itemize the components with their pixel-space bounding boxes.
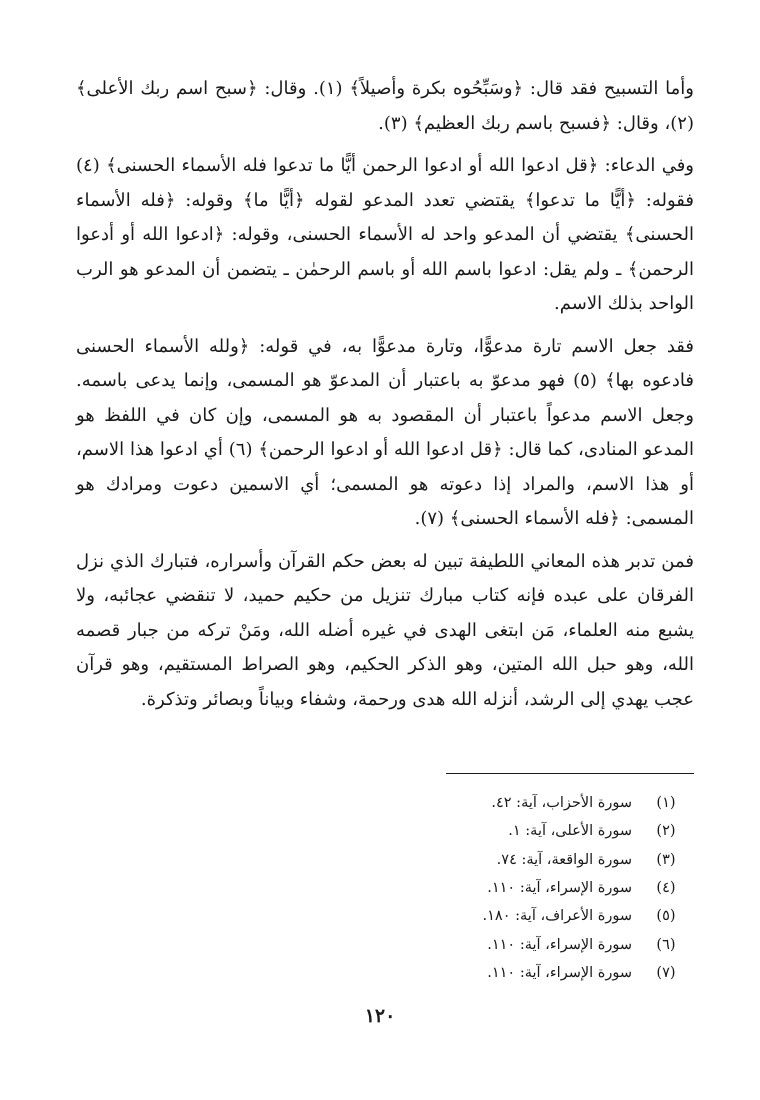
footnote-number: (٤) <box>656 880 676 897</box>
footnote-item <box>300 817 694 845</box>
footnote-number: (٣) <box>656 851 676 868</box>
paragraph-madu: فقد جعل الاسم تارة مدعوًّا، وتارة مدعوًّا به، في قوله: ﴿ولله الأسماء الحسنى فادعوه بها﴾ (٥) فهو مدعوّ به باعتبار أن المدعوّ هو المسمى، وإنما يدعى باسمه. وجعل الاسم مدعواً باعتبار أن المقصود به هو المسمى، وإن كان في اللفظ هو المدعو المنادى، كما قال: ﴿قل ادعوا الله أو ادعوا الرحمن﴾ (٦) أي ادعوا هذا الاسم، أو هذا الاسم، والمراد إذا دعوته هو المسمى؛ أي الاسمين دعوت ومرادك هو المسمى: ﴿فله الأسماء الحسنى﴾ (٧). <box>76 335 695 529</box>
paragraph-quran: فمن تدبر هذه المعاني اللطيفة تبين له بعض حكم القرآن وأسراره، فتبارك الذي نزل الفرقان على عبده فإنه كتاب مبارك تنزيل من حكيم حميد، لا تنقضي عجائبه، ولا يشبع منه العلماء، مَن ابتغى الهدى في غيره أضله الله، ومَنْ تركه من جبار قصمه الله، وهو حبل الله المتين، وهو الذكر الحكيم، وهو الصراط المستقيم، وهو قرآن عجب يهدي إلى الرشد، أنزله الله هدى ورحمة، وشفاء وبياناً وبصائر وتذكرة. <box>76 550 694 710</box>
footnote-item <box>300 930 694 958</box>
footnote-item <box>300 874 694 902</box>
footnote-text: سورة الواقعة، آية: ٧٤. <box>496 851 632 868</box>
footnotes <box>300 789 694 987</box>
paragraph-duaa: وفي الدعاء: ﴿قل ادعوا الله أو ادعوا الرحمن أيًّا ما تدعوا فله الأسماء الحسنى﴾ (٤) فقوله: ﴿أيًّا ما تدعوا﴾ يقتضي تعدد المدعو لقوله ﴿أيًّا ما﴾ وقوله: ﴿فله الأسماء الحسنى﴾ يقتضي أن المدعو واحد له الأسماء الحسنى، وقوله: ﴿ادعوا الله أو أدعوا الرحمن﴾ ـ ولم يقل: ادعوا باسم الله أو باسم الرحمٰن ـ يتضمن أن المدعو هو الرب الواحد بذلك الاسم. <box>76 155 694 314</box>
footnote-item <box>300 789 694 817</box>
footnote-number: (٦) <box>656 936 676 953</box>
main-text <box>76 72 694 717</box>
paragraph-tasbih: وأما التسبيح فقد قال: ﴿وسَبِّحُوه بكرة وأصيلاً﴾ (١). وقال: ﴿سبح اسم ربك الأعلى﴾ (٢)، وقال: ﴿فسبح باسم ربك العظيم﴾ (٣). <box>76 78 695 134</box>
footnote-item <box>300 902 694 930</box>
footnote-text: سورة الأعلى، آية: ١. <box>508 823 632 840</box>
footnote-number: (٥) <box>656 908 676 925</box>
footnote-text: سورة الإسراء، آية: ١١٠. <box>487 964 632 981</box>
footnote-number: (٢) <box>656 823 676 840</box>
footnote-number: (٧) <box>656 964 676 981</box>
footnote-text: سورة الأعراف، آية: ١٨٠. <box>482 908 632 925</box>
footnote-item <box>300 846 694 874</box>
page-number: ١٢٠ <box>364 1005 396 1027</box>
footnote-number: (١) <box>656 795 676 812</box>
footnote-text: سورة الإسراء، آية: ١١٠. <box>487 936 632 953</box>
footnote-text: سورة الأحزاب، آية: ٤٢. <box>491 795 632 812</box>
footnote-separator <box>446 773 694 774</box>
footnote-text: سورة الإسراء، آية: ١١٠. <box>487 880 632 897</box>
footnote-item <box>300 959 694 987</box>
